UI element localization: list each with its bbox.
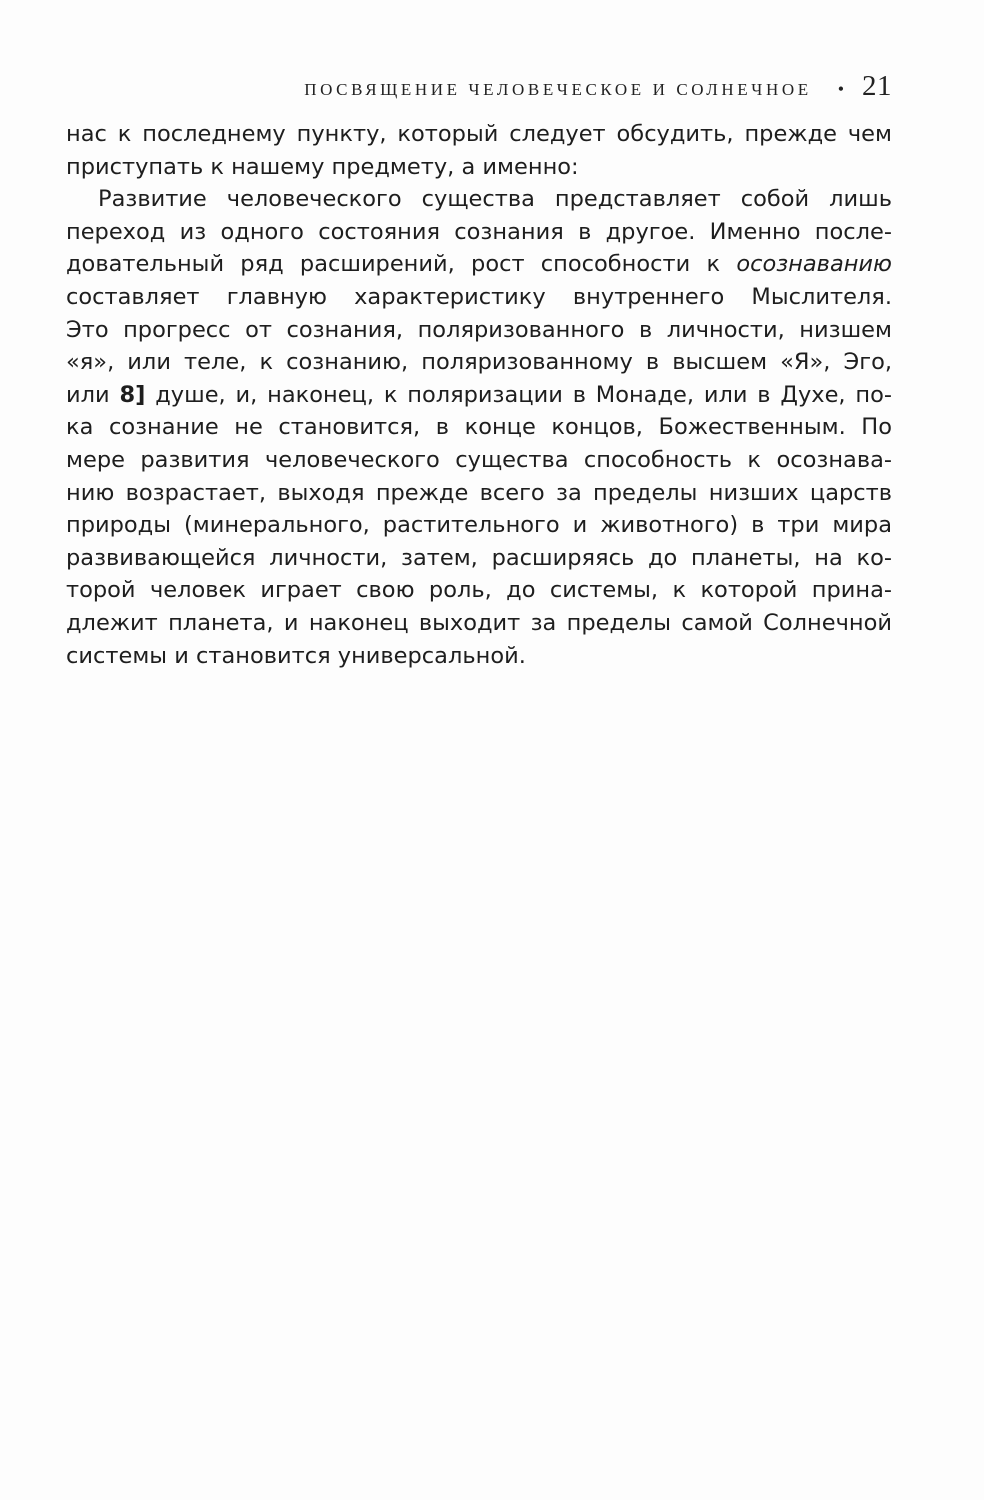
text-line: «я», или теле, к сознанию, поляризованному в высшем «Я», Эго,: [66, 349, 892, 376]
text-line: ка сознание не становится, в конце концов, Божественным. По: [66, 414, 892, 441]
text-fragment: или: [66, 381, 120, 408]
text-line: развивающейся личности, затем, расширяясь до планеты, на ко-: [66, 544, 892, 571]
text-line: Это прогресс от сознания, поляризованного в личности, низшем: [66, 316, 892, 343]
text-line: приступать к нашему предмету, а именно:: [66, 153, 579, 180]
page-number: 21: [862, 70, 892, 102]
text-line: нию возрастает, выходя прежде всего за пределы низших царств: [66, 479, 892, 506]
text-line-with-reference: [66, 379, 892, 412]
text-line: составляет главную характеристику внутреннего Мыслителя.: [66, 283, 892, 310]
text-line: нас к последнему пункту, который следует обсудить, прежде чем: [66, 121, 892, 147]
paragraph-consciousness: [66, 183, 892, 672]
running-head-title: ПОСВЯЩЕНИЕ ЧЕЛОВЕЧЕСКОЕ И СОЛНЕЧНОЕ: [304, 80, 812, 99]
text-line: переход из одного состояния сознания в другое. Именно после-: [66, 218, 892, 245]
running-head: [66, 70, 892, 110]
running-head-bullet: •: [837, 79, 844, 99]
text-line-with-emphasis: [66, 248, 892, 281]
text-fragment: душе, и, наконец, к поляризации в Монаде, или в Духе, по-: [145, 381, 893, 408]
emphasis-word: осознаванию: [736, 251, 892, 278]
paragraph-continuation: [66, 118, 892, 183]
text-fragment: довательный ряд расширений, рост способности к: [66, 251, 737, 278]
page-reference-marker: 8]: [119, 381, 146, 408]
text-line: длежит планета, и наконец выходит за пределы самой Солнечной: [66, 609, 892, 636]
text-line: системы и становится универсальной.: [66, 642, 526, 669]
body-text: [66, 118, 892, 672]
text-line: мере развития человеческого существа способность к осознава-: [66, 446, 892, 473]
text-line: природы (минерального, растительного и животного) в три мира: [66, 512, 892, 539]
text-line: Развитие человеческого существа представляет собой лишь: [98, 186, 892, 213]
text-line: торой человек играет свою роль, до системы, к которой прина-: [66, 577, 892, 604]
